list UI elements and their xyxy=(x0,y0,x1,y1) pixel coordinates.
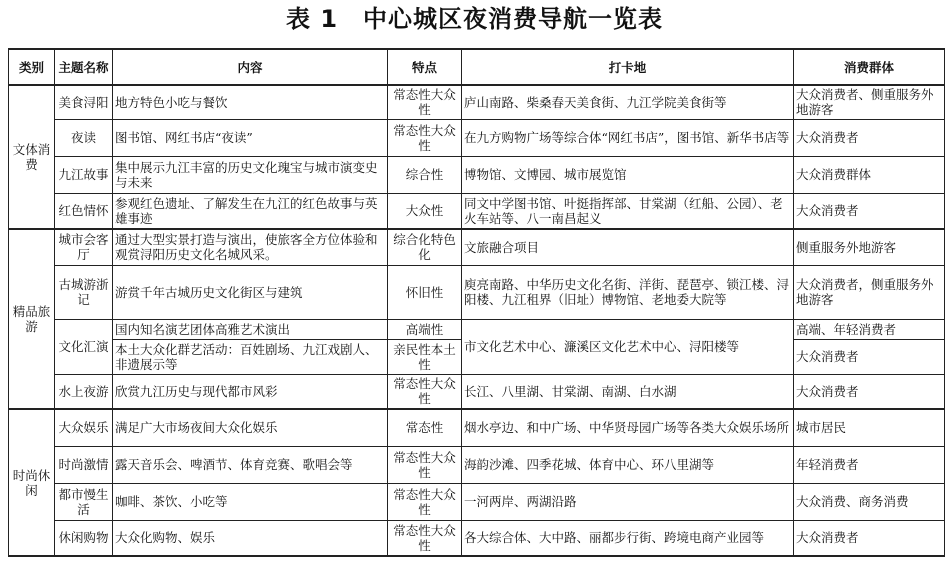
checkin-cell: 海韵沙滩、四季花城、体育中心、环八里湖等 xyxy=(462,446,794,483)
content-cell: 本土大众化群艺活动：百姓剧场、九江戏剧人、非遗展示等 xyxy=(113,339,388,374)
content-cell: 满足广大市场夜间大众化娱乐 xyxy=(113,409,388,446)
header-row xyxy=(9,49,945,85)
category-cell: 精品旅游 xyxy=(9,229,55,409)
consumers-cell: 大众消费者 xyxy=(794,339,945,374)
table-row xyxy=(9,409,945,446)
theme-cell: 时尚激情 xyxy=(55,446,113,483)
consumers-cell: 侧重服务外地游客 xyxy=(794,229,945,265)
theme-cell: 九江故事 xyxy=(55,156,113,193)
night-consumption-table xyxy=(8,48,945,557)
consumers-cell: 大众消费、商务消费 xyxy=(794,483,945,520)
table-row xyxy=(9,446,945,483)
table-row xyxy=(9,483,945,520)
checkin-cell: 在九方购物广场等综合体“网红书店”，图书馆、新华书店等 xyxy=(462,119,794,156)
checkin-cell: 长江、八里湖、甘棠湖、南湖、白水湖 xyxy=(462,374,794,409)
content-cell: 集中展示九江丰富的历史文化瑰宝与城市演变史与未来 xyxy=(113,156,388,193)
table-row xyxy=(9,520,945,556)
feature-cell: 综合性 xyxy=(388,156,462,193)
theme-cell: 文化汇演 xyxy=(55,319,113,374)
content-cell: 参观红色遗址、了解发生在九江的红色故事与英雄事迹 xyxy=(113,193,388,229)
content-cell: 大众化购物、娱乐 xyxy=(113,520,388,556)
feature-cell: 常态性大众性 xyxy=(388,483,462,520)
content-cell: 游赏千年古城历史文化街区与建筑 xyxy=(113,265,388,319)
checkin-cell: 市文化艺术中心、濂溪区文化艺术中心、浔阳楼等 xyxy=(462,319,794,374)
checkin-cell: 庐山南路、柴桑春天美食街、九江学院美食街等 xyxy=(462,85,794,119)
theme-cell: 水上夜游 xyxy=(55,374,113,409)
table-title: 表 1 中心城区夜消费导航一览表 xyxy=(285,5,664,33)
header-category: 类别 xyxy=(9,49,55,85)
checkin-cell: 同文中学图书馆、叶挺指挥部、甘棠湖（红船、公园）、老火车站等、八一南昌起义 xyxy=(462,193,794,229)
checkin-cell: 烟水亭边、和中广场、中华贤母园广场等各类大众娱乐场所 xyxy=(462,409,794,446)
theme-cell: 红色情怀 xyxy=(55,193,113,229)
feature-cell: 怀旧性 xyxy=(388,265,462,319)
checkin-cell: 文旅融合项目 xyxy=(462,229,794,265)
feature-cell: 综合化特色化 xyxy=(388,229,462,265)
header-checkin: 打卡地 xyxy=(462,49,794,85)
checkin-cell: 博物馆、文博园、城市展览馆 xyxy=(462,156,794,193)
consumers-cell: 大众消费者、侧重服务外地游客 xyxy=(794,85,945,119)
consumers-cell: 年轻消费者 xyxy=(794,446,945,483)
theme-cell: 都市慢生活 xyxy=(55,483,113,520)
feature-cell: 常态性大众性 xyxy=(388,446,462,483)
content-cell: 露天音乐会、啤酒节、体育竞赛、歌唱会等 xyxy=(113,446,388,483)
checkin-cell: 庾亮南路、中华历史文化名街、洋街、琵琶亭、锁江楼、浔阳楼、九江租界（旧址）博物馆、老地委大院等 xyxy=(462,265,794,319)
theme-cell: 古城游浙记 xyxy=(55,265,113,319)
consumers-cell: 大众消费者，侧重服务外地游客 xyxy=(794,265,945,319)
header-theme: 主题名称 xyxy=(55,49,113,85)
theme-cell: 美食浔阳 xyxy=(55,85,113,119)
feature-cell: 高端性 xyxy=(388,319,462,339)
consumers-cell: 高端、年轻消费者 xyxy=(794,319,945,339)
consumers-cell: 大众消费者 xyxy=(794,520,945,556)
feature-cell: 大众性 xyxy=(388,193,462,229)
consumers-cell: 城市居民 xyxy=(794,409,945,446)
content-cell: 图书馆、网红书店“夜读” xyxy=(113,119,388,156)
consumers-cell: 大众消费群体 xyxy=(794,156,945,193)
consumers-cell: 大众消费者 xyxy=(794,119,945,156)
table-row xyxy=(9,156,945,193)
table-row xyxy=(9,229,945,265)
theme-cell: 夜读 xyxy=(55,119,113,156)
consumers-cell: 大众消费者 xyxy=(794,374,945,409)
header-consumers: 消费群体 xyxy=(794,49,945,85)
content-cell: 咖啡、茶饮、小吃等 xyxy=(113,483,388,520)
category-cell: 文体消费 xyxy=(9,85,55,229)
theme-cell: 休闲购物 xyxy=(55,520,113,556)
category-cell: 时尚休闲 xyxy=(9,409,55,556)
content-cell: 地方特色小吃与餐饮 xyxy=(113,85,388,119)
feature-cell: 常态性大众性 xyxy=(388,374,462,409)
content-cell: 欣赏九江历史与现代都市风彩 xyxy=(113,374,388,409)
table-row xyxy=(9,85,945,119)
checkin-cell: 各大综合体、大中路、丽都步行街、跨境电商产业园等 xyxy=(462,520,794,556)
table-row xyxy=(9,374,945,409)
table-row xyxy=(9,193,945,229)
feature-cell: 常态性 xyxy=(388,409,462,446)
feature-cell: 常态性大众性 xyxy=(388,85,462,119)
feature-cell: 亲民性本土性 xyxy=(388,339,462,374)
consumers-cell: 大众消费者 xyxy=(794,193,945,229)
header-feature: 特点 xyxy=(388,49,462,85)
table-row xyxy=(9,319,945,339)
content-cell: 国内知名演艺团体高雅艺术演出 xyxy=(113,319,388,339)
feature-cell: 常态性大众性 xyxy=(388,520,462,556)
checkin-cell: 一河两岸、两湖沿路 xyxy=(462,483,794,520)
feature-cell: 常态性大众性 xyxy=(388,119,462,156)
content-cell: 通过大型实景打造与演出，使旅客全方位体验和观赏浔阳历史文化名城风采。 xyxy=(113,229,388,265)
table-row xyxy=(9,119,945,156)
theme-cell: 大众娱乐 xyxy=(55,409,113,446)
theme-cell: 城市会客厅 xyxy=(55,229,113,265)
table-row xyxy=(9,265,945,319)
header-content: 内容 xyxy=(113,49,388,85)
